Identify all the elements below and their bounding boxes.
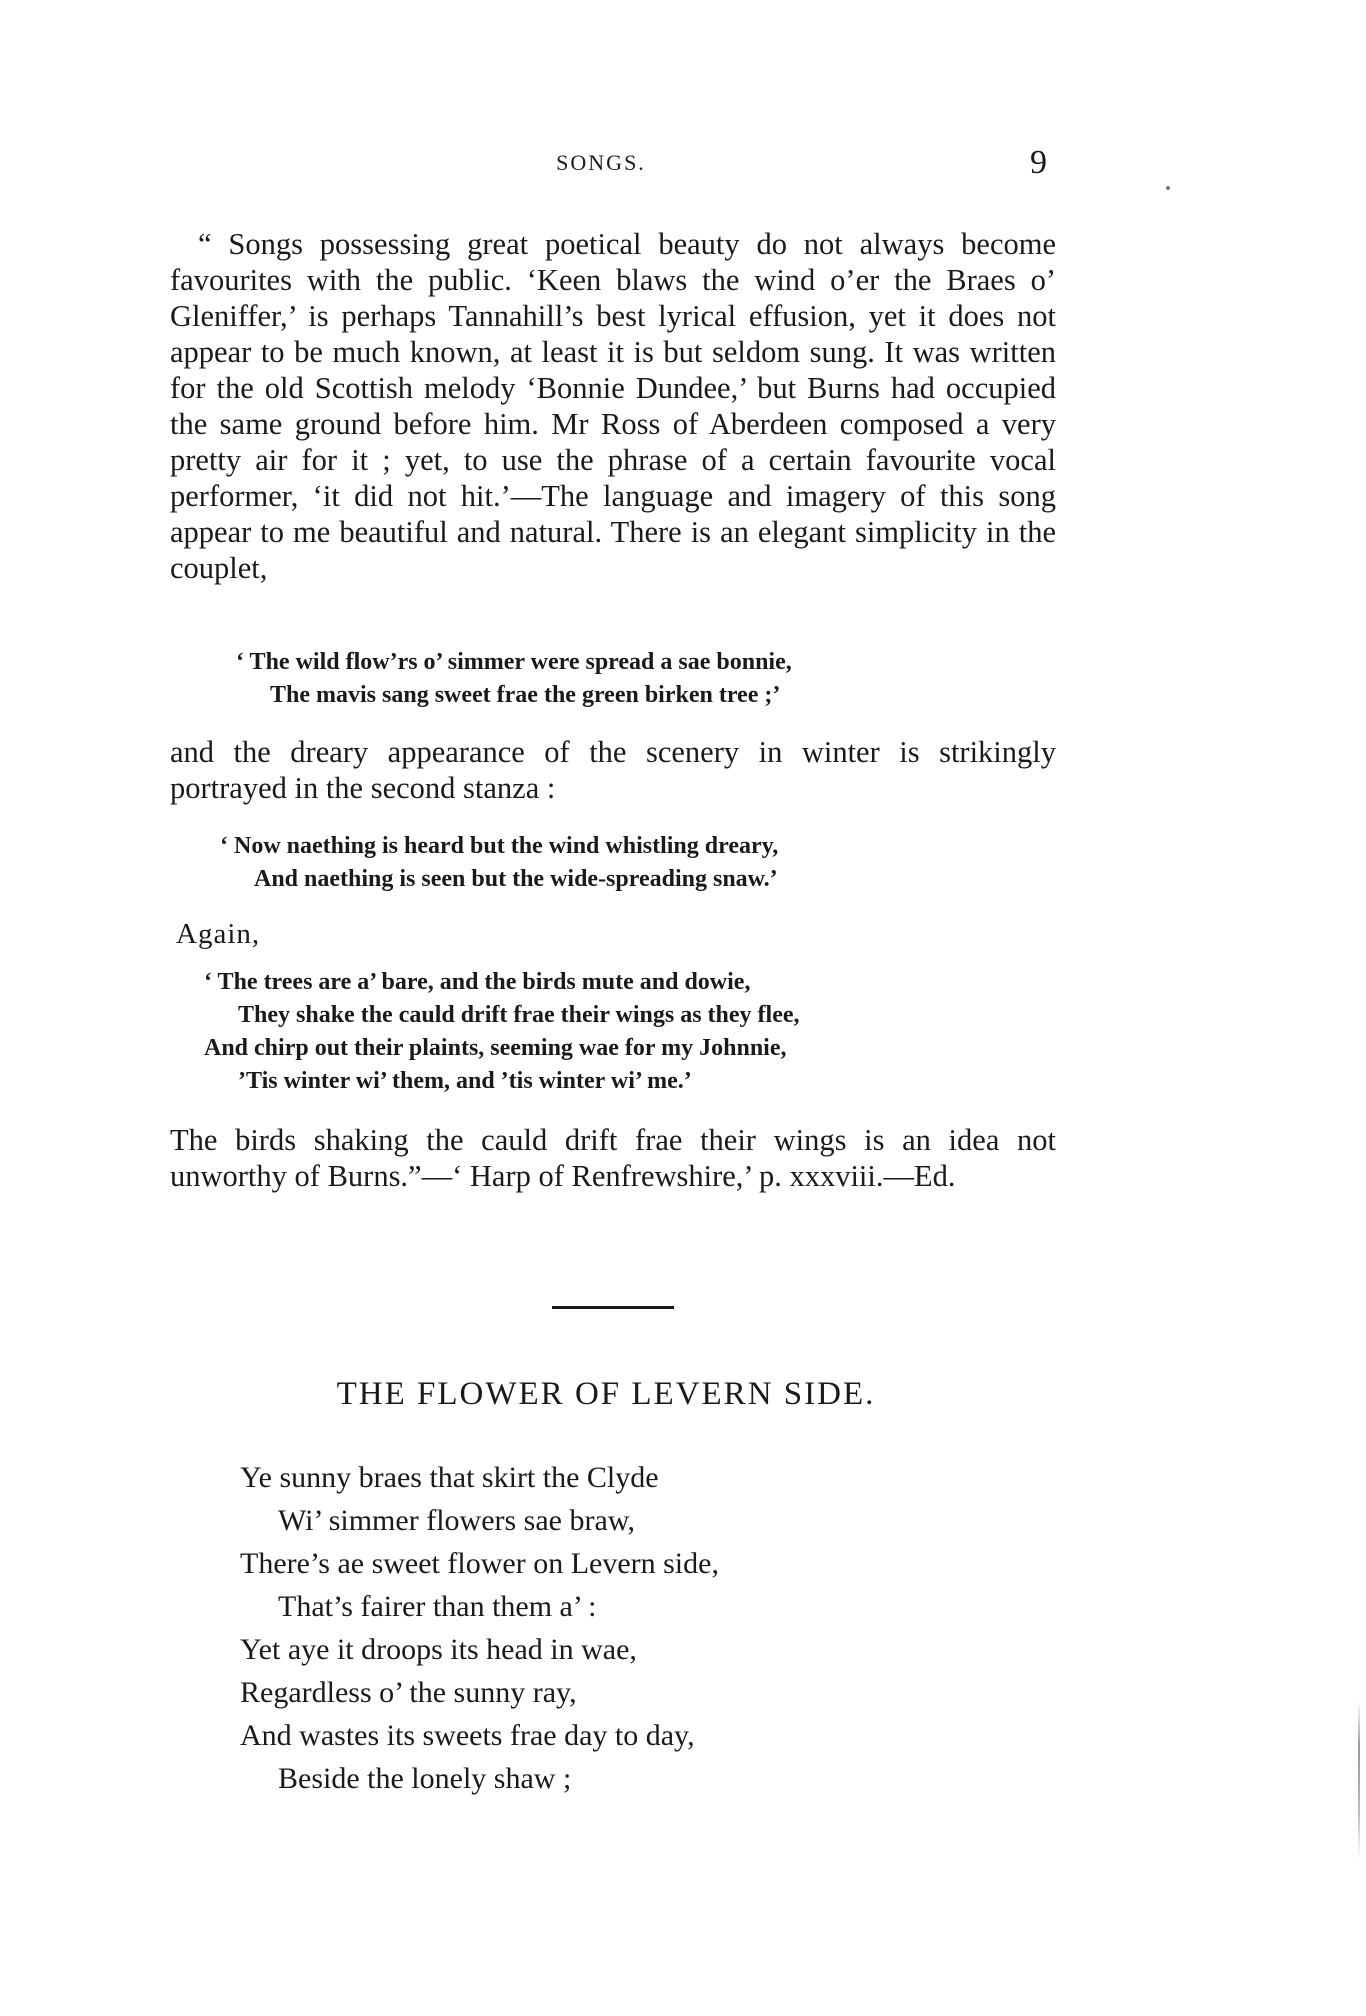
footnote-paragraph-2 [170,734,1056,806]
poem-line-6: Regardless o’ the sunny ray, [240,1676,577,1709]
footnote-paragraph-3-text: The birds shaking the cauld drift frae their wings is an idea not unworthy of Burns.”—‘ Harp of Renfrewshire,’ p. xxxviii.—Ed. [170,1123,1056,1193]
quote-3-line-4: ’Tis winter wi’ them, and ’tis winter wi’ me.’ [238,1068,692,1094]
running-head [0,144,1366,190]
poem-line-1: Ye sunny braes that skirt the Clyde [240,1461,659,1494]
quote-couplet-2 [220,830,778,896]
section-divider-rule [552,1306,674,1309]
footnote-paragraph-3 [170,1122,1056,1194]
quote-2-line-2: And naething is seen but the wide-spreading snaw.’ [254,866,778,892]
footnote-paragraph-1-text: “ Songs possessing great poetical beauty do not always become favourites with the public. ‘Keen blaws the wind o’er the Braes o’ Gleniffer,’ is perhaps Tannahill’s best lyrical effusion, yet it does not appear to be much known, at least it is but seldom sung. It was written for the old Scottish melody ‘Bonnie Dundee,’ but Burns had occupied the same ground before him. Mr Ross of Aberdeen composed a very pretty air for it ; yet, to use the phrase of a certain favourite vocal performer, ‘it did not hit.’—The language and imagery of this song appear to me beautiful and natural. There is an elegant simplicity in the couplet, [170,227,1056,585]
poem-line-3: There’s ae sweet flower on Levern side, [240,1547,719,1580]
quote-3-line-2: They shake the cauld drift frae their wings as they flee, [238,1002,800,1028]
again-label: Again, [176,918,261,950]
scan-edge-mark [1358,1700,1360,1860]
quote-2-line-1: ‘ Now naething is heard but the wind whistling dreary, [220,833,779,859]
poem-stanza [240,1456,719,1800]
poem-line-5: Yet aye it droops its head in wae, [240,1633,637,1666]
quote-3-line-1: ‘ The trees are a’ bare, and the birds mute and dowie, [204,969,751,995]
poem-line-2: Wi’ simmer flowers sae braw, [278,1504,635,1537]
page-number: 9 [1030,144,1047,181]
poem-line-8: Beside the lonely shaw ; [278,1762,572,1795]
poem-line-4: That’s fairer than them a’ : [278,1590,597,1623]
quote-3-line-3: And chirp out their plaints, seeming wae for my Johnnie, [204,1035,787,1061]
print-speck [1166,186,1170,190]
song-title: THE FLOWER OF LEVERN SIDE. [336,1376,876,1412]
quote-1-line-2: The mavis sang sweet frae the green birken tree ;’ [270,682,781,708]
quote-1-line-1: ‘ The wild flow’rs o’ simmer were spread a sae bonnie, [236,649,792,675]
quote-couplet-1 [236,646,792,712]
poem-line-7: And wastes its sweets frae day to day, [240,1719,695,1752]
running-head-title: SONGS. [556,150,646,175]
footnote-paragraph-2-text: and the dreary appearance of the scenery in winter is strikingly portrayed in the second stanza : [170,735,1056,805]
quote-stanza-3 [204,966,800,1098]
footnote-paragraph-1 [170,226,1056,586]
